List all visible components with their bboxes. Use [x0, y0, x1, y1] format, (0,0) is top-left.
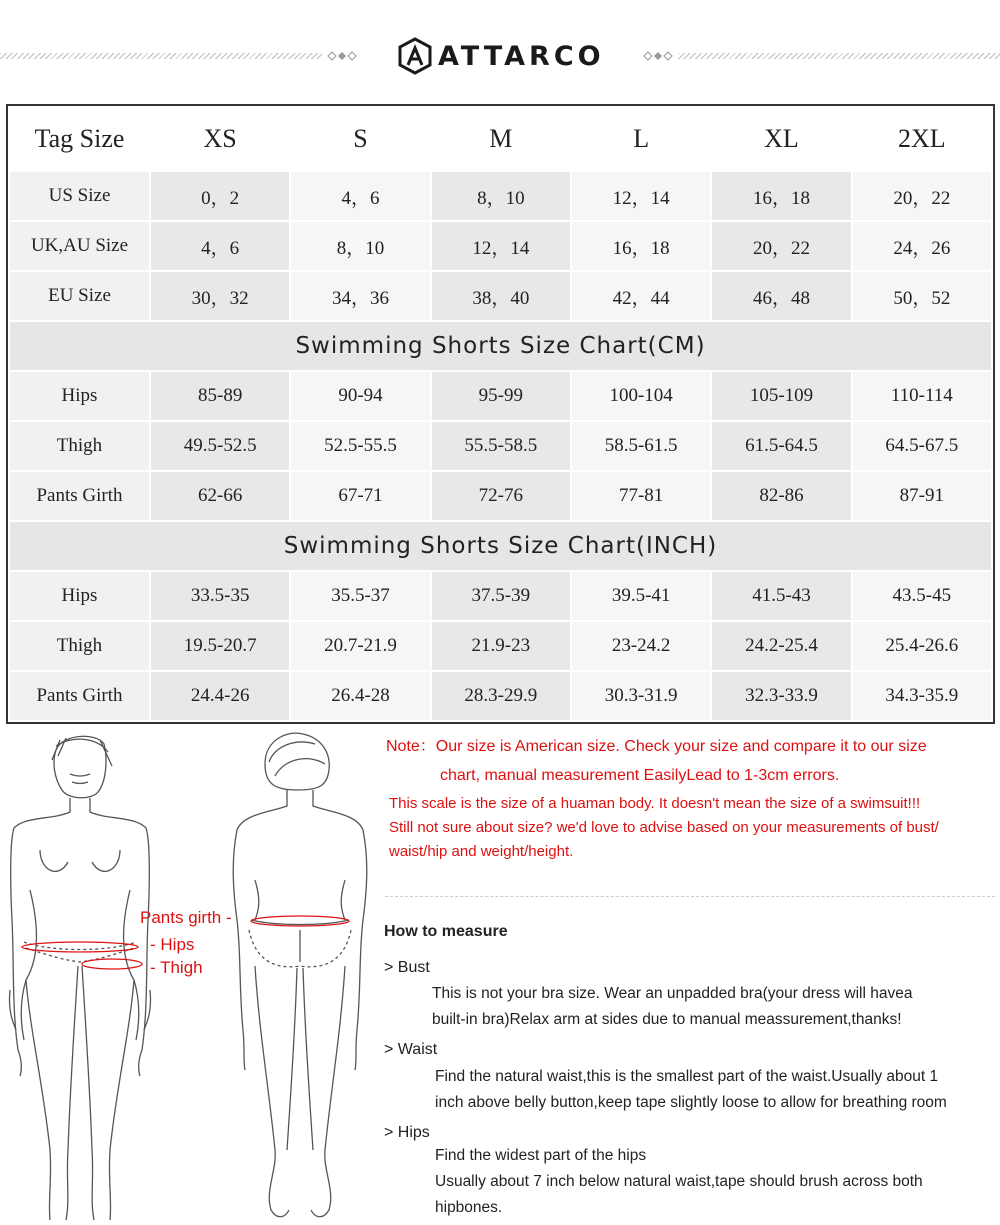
cm-measure-cell: 52.5-55.5: [291, 422, 429, 470]
inch-section-title-row: [10, 522, 991, 570]
body-figures: [0, 730, 380, 1225]
size-header-cell: S: [291, 108, 429, 170]
note-line-2: chart, manual measurement EasilyLead to 1-3cm errors.: [440, 767, 840, 784]
brand-name: ATTARCO: [438, 40, 605, 72]
inch-measure-row: [10, 572, 991, 620]
header-rule-right: [678, 53, 1000, 59]
note-line-5: waist/hip and weight/height.: [389, 843, 574, 860]
size-conversion-cell: 12，14: [432, 222, 570, 270]
size-conversion-cell: 34，36: [291, 272, 429, 320]
size-conversion-cell: 38，40: [432, 272, 570, 320]
note-line-1: Note：Our size is American size. Check your size and compare it to our size: [386, 738, 927, 755]
inch-measure-cell: 19.5-20.7: [151, 622, 289, 670]
cm-measure-cell: 90-94: [291, 372, 429, 420]
inch-measure-cell: 24.2-25.4: [712, 622, 850, 670]
inch-section-title: Swimming Shorts Size Chart(INCH): [10, 522, 991, 570]
cm-measure-cell: 87-91: [853, 472, 991, 520]
inch-measure-cell: 33.5-35: [151, 572, 289, 620]
inch-measure-cell: 24.4-26: [151, 672, 289, 720]
hips-desc-1: Find the widest part of the hips: [435, 1147, 647, 1164]
bust-heading: > Bust: [384, 959, 430, 976]
size-conversion-cell: 8，10: [291, 222, 429, 270]
size-header-cell: M: [432, 108, 570, 170]
inch-measure-cell: 35.5-37: [291, 572, 429, 620]
waist-desc-2: inch above belly button,keep tape slightly loose to allow for breathing room: [435, 1094, 947, 1111]
size-header-row: [10, 108, 991, 170]
cm-section-title-row: [10, 322, 991, 370]
cm-measure-cell: 110-114: [853, 372, 991, 420]
cm-measure-cell: 49.5-52.5: [151, 422, 289, 470]
cm-measure-cell: 85-89: [151, 372, 289, 420]
size-conversion-row-label: US Size: [10, 172, 149, 220]
size-conversion-cell: 20，22: [712, 222, 850, 270]
cm-measure-cell: 100-104: [572, 372, 710, 420]
cm-measure-row: [10, 472, 991, 520]
size-conversion-cell: 30，32: [151, 272, 289, 320]
header-rule-left: [0, 53, 322, 59]
cm-section-title: Swimming Shorts Size Chart(CM): [10, 322, 991, 370]
brand-logo-icon: [398, 37, 432, 75]
brand-logo: [398, 36, 605, 76]
waist-desc-1: Find the natural waist,this is the smallest part of the waist.Usually about 1: [435, 1068, 939, 1085]
size-conversion-cell: 46，48: [712, 272, 850, 320]
cm-measure-cell: 55.5-58.5: [432, 422, 570, 470]
inch-measure-cell: 25.4-26.6: [853, 622, 991, 670]
size-conversion-cell: 42，44: [572, 272, 710, 320]
cm-measure-row: [10, 372, 991, 420]
inch-measure-row-label: Pants Girth: [10, 672, 149, 720]
cm-measure-row-label: Pants Girth: [10, 472, 149, 520]
inch-measure-cell: 32.3-33.9: [712, 672, 850, 720]
inch-measure-cell: 21.9-23: [432, 622, 570, 670]
inch-measure-cell: 41.5-43: [712, 572, 850, 620]
size-conversion-cell: 4，6: [151, 222, 289, 270]
hips-desc-3: hipbones.: [435, 1199, 503, 1216]
size-conversion-cell: 8，10: [432, 172, 570, 220]
pants-girth-label: Pants girth -: [140, 908, 232, 927]
cm-measure-cell: 82-86: [712, 472, 850, 520]
size-conversion-row: [10, 272, 991, 320]
cm-measure-cell: 105-109: [712, 372, 850, 420]
size-conversion-cell: 50，52: [853, 272, 991, 320]
size-header-cell: L: [572, 108, 710, 170]
section-divider: [385, 896, 995, 897]
cm-measure-cell: 67-71: [291, 472, 429, 520]
inch-measure-row: [10, 622, 991, 670]
hips-label: - Hips: [150, 935, 195, 954]
size-chart-body: [10, 108, 991, 720]
inch-measure-cell: 43.5-45: [853, 572, 991, 620]
bust-desc-2: built-in bra)Relax arm at sides due to manual meassurement,thanks!: [432, 1011, 902, 1028]
cm-measure-cell: 61.5-64.5: [712, 422, 850, 470]
size-conversion-cell: 16，18: [712, 172, 850, 220]
size-chart-table: [6, 104, 995, 724]
diamond-ornament-left: [326, 50, 358, 62]
inch-measure-cell: 23-24.2: [572, 622, 710, 670]
size-conversion-row-label: UK,AU Size: [10, 222, 149, 270]
cm-measure-row-label: Hips: [10, 372, 149, 420]
waist-heading: > Waist: [384, 1041, 438, 1058]
size-conversion-cell: 16，18: [572, 222, 710, 270]
hips-heading: > Hips: [384, 1124, 430, 1141]
cm-measure-row-label: Thigh: [10, 422, 149, 470]
cm-measure-cell: 72-76: [432, 472, 570, 520]
size-conversion-cell: 12，14: [572, 172, 710, 220]
cm-measure-row: [10, 422, 991, 470]
size-conversion-cell: 20，22: [853, 172, 991, 220]
inch-measure-cell: 26.4-28: [291, 672, 429, 720]
cm-measure-cell: 77-81: [572, 472, 710, 520]
front-body-figure: [0, 730, 170, 1225]
size-conversion-row-label: EU Size: [10, 272, 149, 320]
size-conversion-cell: 4，6: [291, 172, 429, 220]
inch-measure-row-label: Hips: [10, 572, 149, 620]
thigh-label: - Thigh: [150, 958, 203, 977]
size-header-cell: Tag Size: [10, 108, 149, 170]
size-header-cell: XL: [712, 108, 850, 170]
size-header-cell: XS: [151, 108, 289, 170]
cm-measure-cell: 58.5-61.5: [572, 422, 710, 470]
diamond-ornament-right: [642, 50, 674, 62]
inch-measure-row-label: Thigh: [10, 622, 149, 670]
cm-measure-cell: 62-66: [151, 472, 289, 520]
back-body-figure: [225, 730, 375, 1225]
size-header-cell: 2XL: [853, 108, 991, 170]
inch-measure-cell: 37.5-39: [432, 572, 570, 620]
inch-measure-cell: 20.7-21.9: [291, 622, 429, 670]
size-conversion-row: [10, 172, 991, 220]
inch-measure-cell: 39.5-41: [572, 572, 710, 620]
cm-measure-cell: 64.5-67.5: [853, 422, 991, 470]
bust-desc-1: This is not your bra size. Wear an unpadded bra(your dress will havea: [432, 985, 913, 1002]
inch-measure-cell: 28.3-29.9: [432, 672, 570, 720]
cm-measure-cell: 95-99: [432, 372, 570, 420]
inch-measure-row: [10, 672, 991, 720]
note-line-4: Still not sure about size? we'd love to advise based on your measurements of bust/: [389, 819, 939, 836]
size-conversion-row: [10, 222, 991, 270]
hips-desc-2: Usually about 7 inch below natural waist,tape should brush across both: [435, 1173, 923, 1190]
how-to-title: How to measure: [384, 923, 508, 940]
size-conversion-cell: 0，2: [151, 172, 289, 220]
size-conversion-cell: 24，26: [853, 222, 991, 270]
note-line-3: This scale is the size of a huaman body. It doesn't mean the size of a swimsuit!!!: [389, 795, 921, 812]
inch-measure-cell: 30.3-31.9: [572, 672, 710, 720]
inch-measure-cell: 34.3-35.9: [853, 672, 991, 720]
